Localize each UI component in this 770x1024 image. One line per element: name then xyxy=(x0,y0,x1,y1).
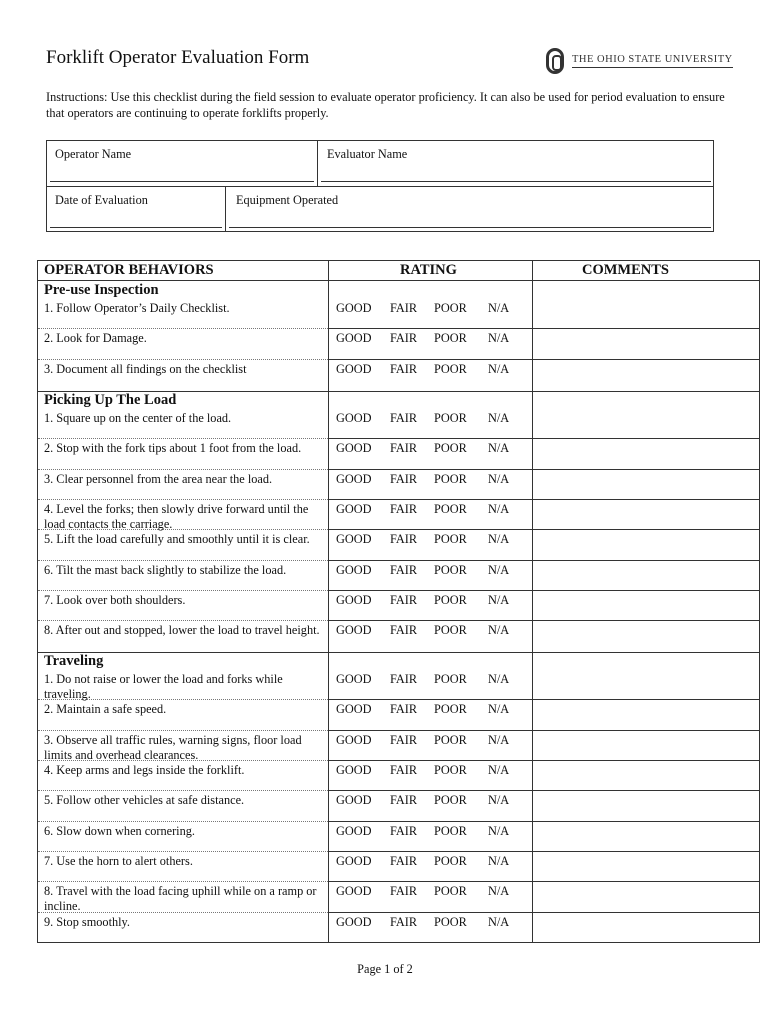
behavior-item: 3. Clear personnel from the area near the load. xyxy=(44,471,273,486)
operator-name-label: Operator Name xyxy=(55,147,132,161)
rating-poor-option[interactable]: POOR xyxy=(434,702,467,717)
rating-poor-option[interactable]: POOR xyxy=(434,562,467,577)
rating-poor-option[interactable]: POOR xyxy=(434,502,467,517)
rating-fair-option[interactable]: FAIR xyxy=(390,471,418,486)
behavior-item: 1. Follow Operator’s Daily Checklist. xyxy=(44,301,230,315)
rating-na-option[interactable]: N/A xyxy=(488,732,510,747)
logo-text: THE OHIO STATE UNIVERSITY xyxy=(572,54,733,68)
behavior-item: 2. Look for Damage. xyxy=(44,331,147,346)
rating-good-option[interactable]: GOOD xyxy=(336,361,372,376)
rating-poor-option[interactable]: POOR xyxy=(434,532,467,547)
comments-cell[interactable] xyxy=(533,530,759,558)
behavior-item: 7. Use the horn to alert others. xyxy=(44,854,193,869)
behavior-item: 1. Do not raise or lower the load and forks while traveling. xyxy=(44,672,283,701)
rating-na-option[interactable]: N/A xyxy=(488,793,510,808)
behavior-item: 3. Observe all traffic rules, warning signs, floor load limits and overhead clearances. xyxy=(44,732,302,762)
rating-poor-option[interactable]: POOR xyxy=(434,854,467,869)
rating-na-option[interactable]: N/A xyxy=(488,441,510,456)
comments-cell[interactable] xyxy=(533,670,759,698)
rating-fair-option[interactable]: FAIR xyxy=(390,702,418,717)
instructions: Instructions: Use this checklist during the field session to evaluate operator proficiency. It can also be used for period evaluation to ensure that operators are continuing to operate forklifts properly. xyxy=(46,90,725,120)
comments-cell[interactable] xyxy=(533,621,759,649)
rating-na-option[interactable]: N/A xyxy=(488,562,510,577)
rating-good-option[interactable]: GOOD xyxy=(336,793,372,808)
comments-cell[interactable] xyxy=(533,791,759,819)
evaluation-table xyxy=(37,260,760,943)
rating-na-option[interactable]: N/A xyxy=(488,301,510,315)
comments-cell[interactable] xyxy=(533,561,759,589)
rating-good-option[interactable]: GOOD xyxy=(336,623,372,638)
rating-poor-option[interactable]: POOR xyxy=(434,623,467,638)
comments-header: COMMENTS xyxy=(582,262,669,278)
rating-poor-option[interactable]: POOR xyxy=(434,763,467,778)
rating-na-option[interactable]: N/A xyxy=(488,702,510,717)
rating-poor-option[interactable]: POOR xyxy=(434,411,467,425)
rating-poor-option[interactable]: POOR xyxy=(434,593,467,608)
rating-fair-option[interactable]: FAIR xyxy=(390,884,418,899)
rating-good-option[interactable]: GOOD xyxy=(336,331,372,346)
rating-good-option[interactable]: GOOD xyxy=(336,441,372,456)
rating-fair-option[interactable]: FAIR xyxy=(390,562,418,577)
comments-cell[interactable] xyxy=(533,409,759,437)
rating-fair-option[interactable]: FAIR xyxy=(390,593,418,608)
rating-fair-option[interactable]: FAIR xyxy=(390,502,418,517)
comments-cell[interactable] xyxy=(533,700,759,728)
university-logo xyxy=(546,46,733,76)
rating-poor-option[interactable]: POOR xyxy=(434,732,467,747)
behavior-item: 4. Keep arms and legs inside the forklift. xyxy=(44,763,245,778)
equipment-operated-field[interactable] xyxy=(229,227,711,228)
comments-cell[interactable] xyxy=(533,761,759,789)
comments-cell[interactable] xyxy=(533,852,759,880)
rating-na-option[interactable]: N/A xyxy=(488,914,510,929)
rating-fair-option[interactable]: FAIR xyxy=(390,623,418,638)
behavior-item: 8. After out and stopped, lower the load to travel height. xyxy=(44,623,320,638)
rating-good-option[interactable]: GOOD xyxy=(336,532,372,547)
behavior-item: 9. Stop smoothly. xyxy=(44,914,130,929)
rating-good-option[interactable]: GOOD xyxy=(336,672,372,686)
rating-good-option[interactable]: GOOD xyxy=(336,301,372,315)
comments-cell[interactable] xyxy=(533,822,759,850)
comments-cell[interactable] xyxy=(533,299,759,327)
behavior-item: 4. Level the forks; then slowly drive forward until the load contacts the carriage. xyxy=(44,502,309,532)
behavior-item: 6. Slow down when cornering. xyxy=(44,823,195,838)
rating-good-option[interactable]: GOOD xyxy=(336,732,372,747)
rating-fair-option[interactable]: FAIR xyxy=(390,672,418,686)
rating-fair-option[interactable]: FAIR xyxy=(390,331,418,346)
comments-cell[interactable] xyxy=(533,913,759,941)
section-title: Pre-use Inspection xyxy=(44,282,159,298)
rating-fair-option[interactable]: FAIR xyxy=(390,732,418,747)
behaviors-header: OPERATOR BEHAVIORS xyxy=(44,262,214,278)
rating-na-option[interactable]: N/A xyxy=(488,763,510,778)
comments-cell[interactable] xyxy=(533,439,759,467)
rating-na-option[interactable]: N/A xyxy=(488,884,510,899)
rating-na-option[interactable]: N/A xyxy=(488,823,510,838)
behavior-item: 5. Lift the load carefully and smoothly until it is clear. xyxy=(44,532,310,547)
comments-cell[interactable] xyxy=(533,591,759,619)
comments-cell[interactable] xyxy=(533,329,759,357)
rating-na-option[interactable]: N/A xyxy=(488,593,510,608)
rating-fair-option[interactable]: FAIR xyxy=(390,301,418,315)
rating-good-option[interactable]: GOOD xyxy=(336,914,372,929)
rating-na-option[interactable]: N/A xyxy=(488,331,510,346)
info-box xyxy=(46,140,714,232)
rating-poor-option[interactable]: POOR xyxy=(434,884,467,899)
rating-poor-option[interactable]: POOR xyxy=(434,471,467,486)
behavior-item: 7. Look over both shoulders. xyxy=(44,593,186,608)
page-number: Page 1 of 2 xyxy=(357,962,413,976)
behavior-item: 5. Follow other vehicles at safe distance. xyxy=(44,793,245,808)
rating-fair-option[interactable]: FAIR xyxy=(390,763,418,778)
rating-fair-option[interactable]: FAIR xyxy=(390,793,418,808)
date-of-evaluation-field[interactable] xyxy=(50,227,222,228)
rating-na-option[interactable]: N/A xyxy=(488,502,510,517)
rating-na-option[interactable]: N/A xyxy=(488,854,510,869)
rating-good-option[interactable]: GOOD xyxy=(336,411,372,425)
rating-poor-option[interactable]: POOR xyxy=(434,672,467,686)
rating-na-option[interactable]: N/A xyxy=(488,623,510,638)
rating-good-option[interactable]: GOOD xyxy=(336,763,372,778)
behavior-item: 2. Maintain a safe speed. xyxy=(44,702,167,717)
rating-good-option[interactable]: GOOD xyxy=(336,823,372,838)
comments-cell[interactable] xyxy=(533,731,759,759)
section-title: Picking Up The Load xyxy=(44,392,177,408)
rating-poor-option[interactable]: POOR xyxy=(434,331,467,346)
rating-na-option[interactable]: N/A xyxy=(488,532,510,547)
rating-na-option[interactable]: N/A xyxy=(488,672,510,686)
date-of-evaluation-label: Date of Evaluation xyxy=(55,193,148,207)
behavior-item: 6. Tilt the mast back slightly to stabilize the load. xyxy=(44,562,287,577)
block-o-icon xyxy=(546,48,564,74)
comments-cell[interactable] xyxy=(533,360,759,388)
rating-fair-option[interactable]: FAIR xyxy=(390,441,418,456)
evaluator-name-label: Evaluator Name xyxy=(327,147,408,161)
behavior-item: 3. Document all findings on the checklist xyxy=(44,361,247,376)
rating-na-option[interactable]: N/A xyxy=(488,411,510,425)
equipment-operated-label: Equipment Operated xyxy=(236,193,339,207)
rating-good-option[interactable]: GOOD xyxy=(336,884,372,899)
rating-na-option[interactable]: N/A xyxy=(488,361,510,376)
rating-fair-option[interactable]: FAIR xyxy=(390,361,418,376)
behavior-item: 1. Square up on the center of the load. xyxy=(44,411,232,425)
section-title: Traveling xyxy=(44,653,104,669)
form-title: Forklift Operator Evaluation Form xyxy=(46,47,310,68)
rating-good-option[interactable]: GOOD xyxy=(336,562,372,577)
rating-na-option[interactable]: N/A xyxy=(488,471,510,486)
rating-fair-option[interactable]: FAIR xyxy=(390,823,418,838)
rating-poor-option[interactable]: POOR xyxy=(434,793,467,808)
rating-good-option[interactable]: GOOD xyxy=(336,502,372,517)
rating-fair-option[interactable]: FAIR xyxy=(390,411,418,425)
rating-good-option[interactable]: GOOD xyxy=(336,593,372,608)
rating-good-option[interactable]: GOOD xyxy=(336,702,372,717)
behavior-item: 8. Travel with the load facing uphill while on a ramp or incline. xyxy=(44,884,317,914)
rating-fair-option[interactable]: FAIR xyxy=(390,532,418,547)
rating-header: RATING xyxy=(400,262,457,278)
rating-poor-option[interactable]: POOR xyxy=(434,441,467,456)
behavior-item: 2. Stop with the fork tips about 1 foot from the load. xyxy=(44,441,302,456)
rating-poor-option[interactable]: POOR xyxy=(434,301,467,315)
rating-fair-option[interactable]: FAIR xyxy=(390,854,418,869)
rating-good-option[interactable]: GOOD xyxy=(336,471,372,486)
rating-fair-option[interactable]: FAIR xyxy=(390,914,418,929)
rating-poor-option[interactable]: POOR xyxy=(434,823,467,838)
rating-poor-option[interactable]: POOR xyxy=(434,914,467,929)
operator-name-field[interactable] xyxy=(50,181,314,182)
rating-poor-option[interactable]: POOR xyxy=(434,361,467,376)
evaluator-name-field[interactable] xyxy=(321,181,711,182)
comments-cell[interactable] xyxy=(533,470,759,498)
comments-cell[interactable] xyxy=(533,500,759,528)
comments-cell[interactable] xyxy=(533,882,759,910)
rating-good-option[interactable]: GOOD xyxy=(336,854,372,869)
